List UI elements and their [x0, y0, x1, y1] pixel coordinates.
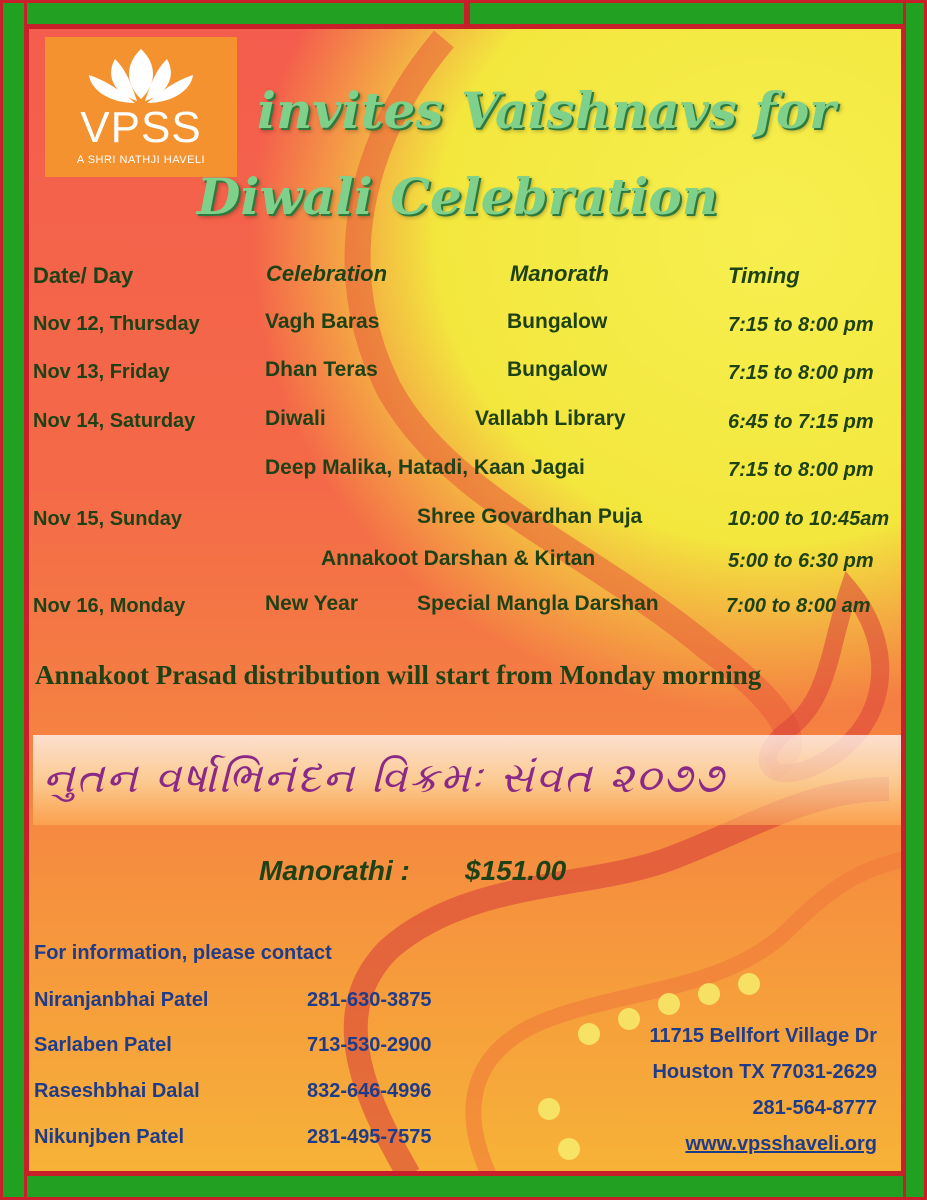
- frame-right: [903, 0, 927, 1200]
- contact-phone-2: 713-530-2900: [307, 1034, 432, 1056]
- header-date: Date/ Day: [33, 263, 134, 288]
- contact-name-3: Raseshbhai Dalal: [34, 1080, 200, 1102]
- row-2-date: Nov 13, Friday: [33, 361, 170, 383]
- contact-phone-4: 281-495-7575: [307, 1126, 432, 1148]
- row-3-manorath: Vallabh Library: [475, 407, 626, 430]
- row-3-timing: 6:45 to 7:15 pm: [728, 411, 874, 433]
- title-line-2: Diwali Celebration: [197, 167, 719, 226]
- row-2-celebration: Dhan Teras: [265, 358, 378, 381]
- lamp-dot: [618, 1008, 640, 1030]
- contact-phone-1: 281-630-3875: [307, 989, 432, 1011]
- address-city: Houston TX 77031-2629: [652, 1061, 877, 1083]
- vpss-logo: [45, 37, 237, 177]
- row-5-timing: 10:00 to 10:45am: [728, 508, 890, 530]
- lamp-dot: [538, 1098, 560, 1120]
- logo-subtitle: A SHRI NATHJI HAVELI: [76, 154, 206, 166]
- address-street: 11715 Bellfort Village Dr: [649, 1025, 877, 1047]
- row-1-date: Nov 12, Thursday: [33, 313, 200, 335]
- row-7-date: Nov 16, Monday: [33, 595, 186, 617]
- row-3-date: Nov 14, Saturday: [33, 410, 196, 432]
- prasad-note: Annakoot Prasad distribution will start from Monday morning: [35, 660, 762, 690]
- contact-phone-3: 832-646-4996: [307, 1080, 432, 1102]
- row-4-timing: 7:15 to 8:00 pm: [728, 459, 874, 481]
- contact-name-4: Nikunjben Patel: [34, 1126, 185, 1148]
- row-7-celebration: New Year: [265, 592, 359, 615]
- website-link[interactable]: www.vpsshaveli.org: [685, 1133, 877, 1155]
- frame-top-right: [467, 0, 927, 27]
- lamp-dot: [698, 983, 720, 1005]
- new-year-banner-text: નુતન વર્ષાભિનંદન વિક્રમઃ સંવત ૨૦૭૭: [43, 753, 726, 802]
- row-7-timing: 7:00 to 8:00 am: [726, 595, 871, 617]
- row-1-manorath: Bungalow: [507, 310, 608, 333]
- lamp-dot: [738, 973, 760, 995]
- header-manorath: Manorath: [510, 261, 609, 286]
- contact-name-2: Sarlaben Patel: [34, 1034, 172, 1056]
- new-year-banner: [33, 735, 901, 825]
- row-5-manorath: Shree Govardhan Puja: [417, 505, 643, 528]
- manorathi-label: Manorathi :: [259, 855, 410, 886]
- row-5-date: Nov 15, Sunday: [33, 508, 182, 530]
- header-celebration: Celebration: [266, 261, 388, 286]
- lamp-band: [473, 859, 903, 1173]
- poster: [27, 27, 903, 1173]
- contact-name-1: Niranjanbhai Patel: [34, 989, 209, 1011]
- row-7-manorath: Special Mangla Darshan: [417, 592, 659, 615]
- row-6-timing: 5:00 to 6:30 pm: [728, 550, 874, 572]
- lotus-icon: [45, 39, 237, 109]
- row-1-celebration: Vagh Baras: [265, 310, 380, 333]
- row-6-manorath: Annakoot Darshan & Kirtan: [321, 547, 596, 570]
- row-4-celebration: Deep Malika, Hatadi, Kaan Jagai: [265, 456, 585, 479]
- row-3-celebration: Diwali: [265, 407, 326, 430]
- frame-top-left: [0, 0, 467, 27]
- frame-left: [0, 0, 27, 1200]
- logo-name: VPSS: [80, 103, 202, 152]
- contact-heading: For information, please contact: [34, 942, 332, 964]
- frame-bottom: [0, 1173, 927, 1200]
- row-1-timing: 7:15 to 8:00 pm: [728, 314, 874, 336]
- row-2-timing: 7:15 to 8:00 pm: [728, 362, 874, 384]
- lamp-dot: [578, 1023, 600, 1045]
- lamp-dot: [658, 993, 680, 1015]
- lamp-dot: [558, 1138, 580, 1160]
- row-2-manorath: Bungalow: [507, 358, 608, 381]
- manorathi-amount: $151.00: [465, 855, 567, 886]
- address-phone: 281-564-8777: [752, 1097, 877, 1119]
- title-line-1: invites Vaishnavs for: [257, 81, 836, 140]
- header-timing: Timing: [728, 263, 800, 288]
